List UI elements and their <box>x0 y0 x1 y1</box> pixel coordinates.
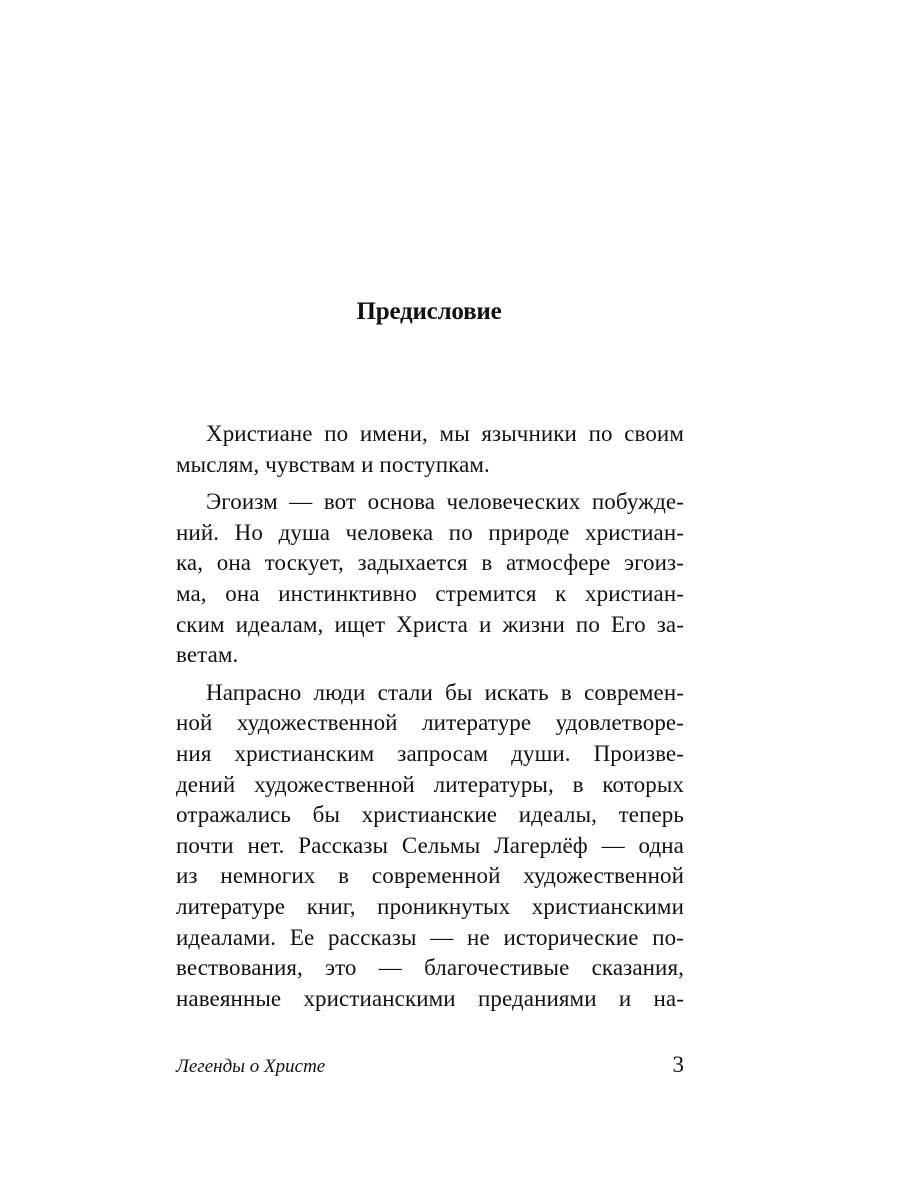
page-title: Предисловие <box>356 298 502 325</box>
paragraph <box>176 487 684 671</box>
paragraph-gap <box>176 671 684 678</box>
text-line: ским идеалам, ищет Христа и жизни по Его за- <box>176 611 684 637</box>
text-line: ния христианским запросам души. Произве- <box>176 740 684 766</box>
text-line: ной художественной литературе удовлетворе- <box>176 710 684 736</box>
text-line: Напрасно люди стали бы искать в современ- <box>206 679 684 705</box>
paragraph-gap <box>176 480 684 487</box>
text-line: ка, она тоскует, задыхается в атмосфере эгоиз- <box>176 550 684 576</box>
text-line: мыслям, чувствам и поступкам. <box>176 451 490 477</box>
text-line: ний. Но душа человека по природе христиан- <box>176 519 684 545</box>
text-line: отражались бы христианские идеалы, теперь <box>176 802 684 828</box>
body-text <box>176 419 684 1014</box>
text-line: вествования, это — благочестивые сказания, <box>176 955 684 981</box>
text-line: литературе книг, проникнутых христианскими <box>176 893 684 919</box>
text-line: ма, она инстинктивно стремится к христиан- <box>176 580 684 606</box>
text-line: из немногих в современной художественной <box>176 863 684 889</box>
text-line: ветам. <box>176 642 239 668</box>
text-line: Эгоизм — вот основа человеческих побужде- <box>206 489 684 515</box>
text-line: Христиане по имени, мы язычники по своим <box>206 421 684 446</box>
text-line: идеалами. Ее рассказы — не исторические по- <box>176 924 684 950</box>
running-title: Легенды о Христе <box>176 1056 326 1077</box>
paragraph <box>176 678 684 1015</box>
text-line: почти нет. Рассказы Сельмы Лагерлёф — одна <box>176 832 684 858</box>
page-number: 3 <box>672 1052 684 1077</box>
paragraph <box>176 419 684 480</box>
text-line: навеянные христианскими преданиями и на- <box>176 985 684 1011</box>
text-line: дений художественной литературы, в которых <box>176 771 684 797</box>
